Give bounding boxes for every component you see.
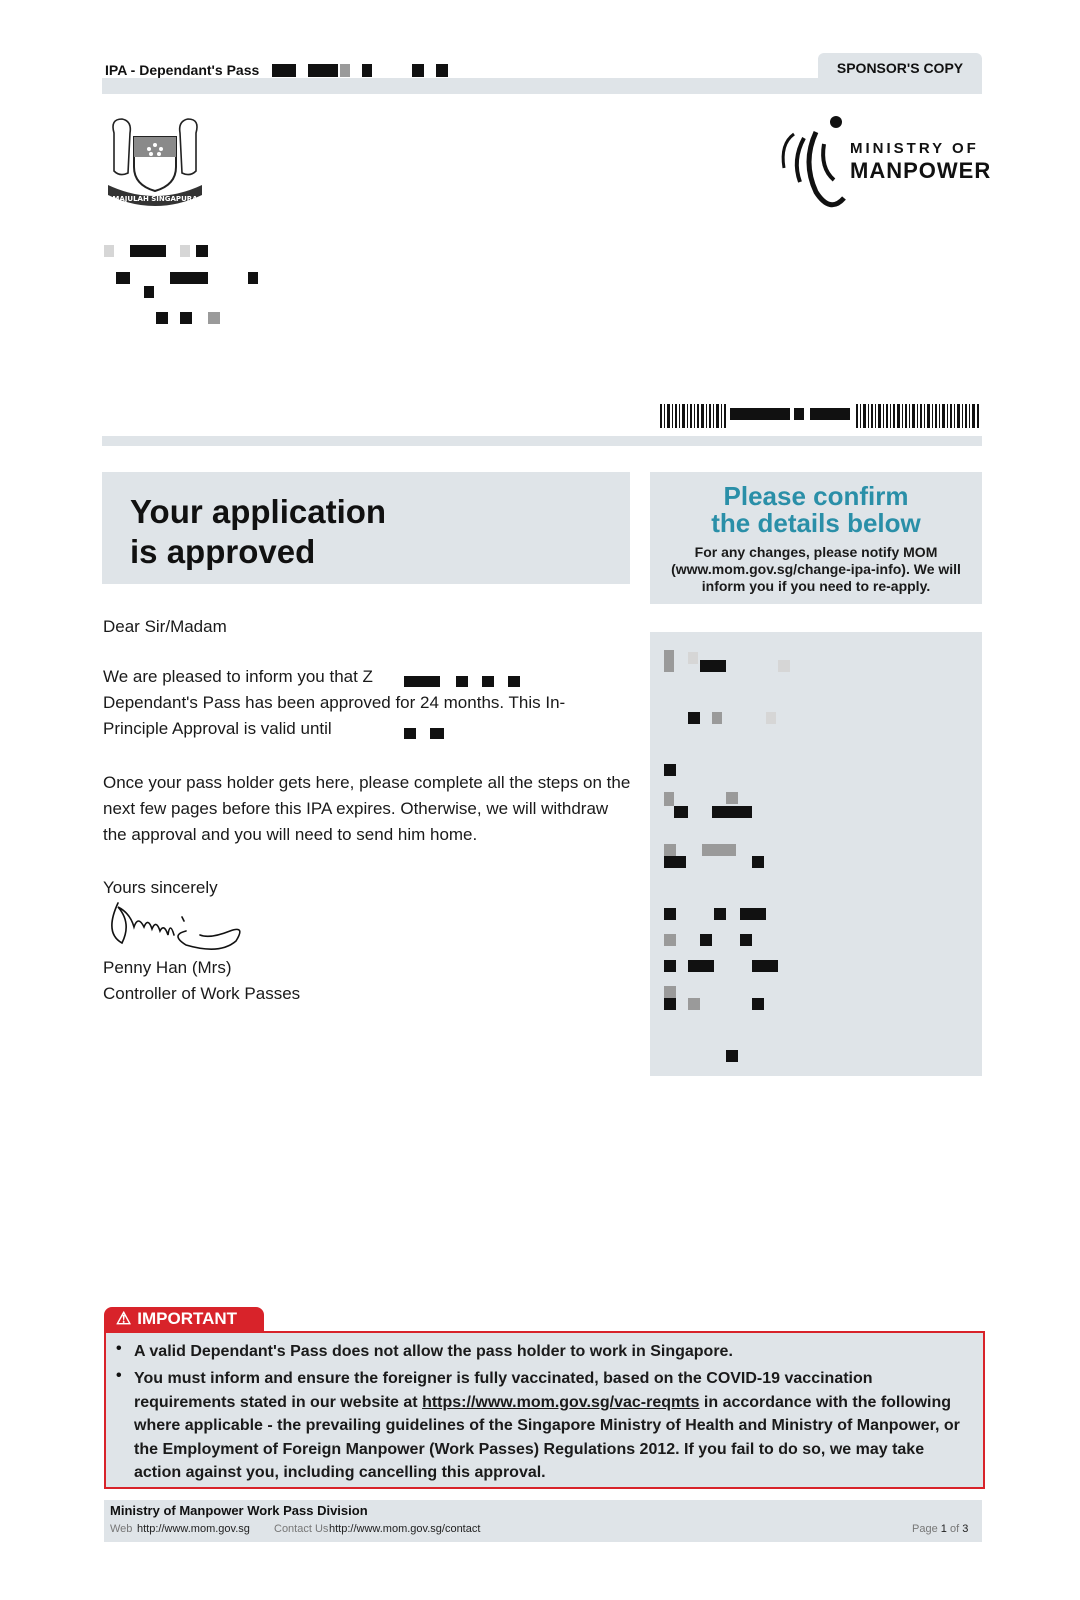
- redacted-text: [208, 312, 220, 324]
- redacted-text: [700, 934, 712, 946]
- redacted-text: [674, 806, 688, 818]
- redacted-text: [740, 934, 752, 946]
- footer-contact-link[interactable]: http://www.mom.gov.sg/contact: [329, 1523, 481, 1535]
- footer-web-label: Web: [110, 1523, 133, 1535]
- redacted-text: [412, 64, 424, 77]
- paragraph-approval: [103, 664, 603, 742]
- redacted-text: [712, 806, 752, 818]
- important-label: IMPORTANT: [137, 1309, 238, 1328]
- important-item-2-text: You must inform and ensure the foreigner is fully vaccinated, based on the COVID-19 vaccination requirements stated in our website at: [134, 1370, 873, 1411]
- redacted-text: [170, 272, 208, 284]
- bullet-icon: •: [116, 1340, 122, 1357]
- approval-heading-line2: is approved: [130, 533, 316, 570]
- redacted-text: [482, 676, 494, 687]
- redacted-text: [404, 728, 416, 739]
- redacted-text: [664, 908, 676, 920]
- redacted-text: [362, 64, 372, 77]
- redacted-text: [196, 245, 208, 257]
- redacted-text: [104, 245, 114, 257]
- singapore-crest-icon: [100, 115, 210, 215]
- vaccination-requirements-link[interactable]: https://www.mom.gov.sg/vac-reqmts: [422, 1393, 700, 1411]
- redacted-text: [456, 676, 468, 687]
- ministry-line2: MANPOWER: [850, 158, 992, 183]
- redacted-text: [700, 660, 726, 672]
- warning-icon: ⚠: [116, 1309, 132, 1328]
- redacted-text: [308, 64, 338, 77]
- redacted-text: [740, 908, 766, 920]
- approval-heading-line1: Your application: [130, 493, 387, 530]
- footer-contact-label: Contact Us: [274, 1523, 329, 1535]
- confirm-note: For any changes, please notify MOM (www.mom.gov.sg/change-ipa-info). We will inform you if you need to re-apply.: [671, 544, 961, 594]
- footer-web-link[interactable]: http://www.mom.gov.sg: [137, 1523, 250, 1535]
- paragraph-instructions: Once your pass holder gets here, please complete all the steps on the next few pages before this IPA expires. Otherwise, we will withdraw the approval and you will need to send him home.: [103, 773, 631, 844]
- bullet-icon: •: [116, 1367, 122, 1384]
- closing: Yours sincerely: [103, 878, 218, 897]
- signature: [104, 895, 254, 955]
- redacted-text: [714, 908, 726, 920]
- redacted-text: [664, 934, 676, 946]
- important-tab: [104, 1307, 264, 1331]
- important-item-1: A valid Dependant's Pass does not allow the pass holder to work in Singapore.: [134, 1343, 733, 1360]
- redacted-text: [688, 960, 714, 972]
- important-item-2: [134, 1367, 964, 1485]
- separator-band: [102, 436, 982, 446]
- redacted-text: [688, 712, 700, 724]
- salutation: Dear Sir/Madam: [103, 617, 227, 636]
- redacted-text: [508, 676, 520, 687]
- page-total: 3: [962, 1523, 969, 1535]
- redacted-text: [664, 650, 674, 672]
- redacted-text: [726, 1050, 738, 1062]
- redacted-text: [340, 64, 350, 77]
- redacted-text: [778, 660, 790, 672]
- redacted-text: [664, 986, 676, 998]
- page-of: of: [949, 1523, 960, 1535]
- redacted-text: [248, 272, 258, 284]
- redacted-text: [180, 245, 190, 257]
- signer-title: Controller of Work Passes: [103, 984, 301, 1003]
- sponsor-copy-tab: SPONSOR'S COPY: [818, 53, 982, 83]
- page-current: 1: [940, 1523, 947, 1535]
- redacted-text: [272, 64, 296, 77]
- redacted-text: [688, 652, 698, 664]
- redacted-text: [702, 844, 736, 856]
- document-type: IPA - Dependant's Pass: [105, 62, 260, 78]
- confirm-heading-line2: the details below: [711, 508, 921, 538]
- redacted-text: [752, 998, 764, 1010]
- page-indicator: [912, 1523, 968, 1535]
- redacted-text: [664, 792, 674, 806]
- paragraph-approval-part1: We are pleased to inform you that Z: [103, 667, 373, 686]
- important-item-2-text-end: in accordance with the following where applicable - the prevailing guidelines of the Singapore Ministry of Health and Ministry of Manpower, or the Employment of Foreign Manpower (Work Passes) Regulations 2012. If you fail to do so, we may take action against you, including cancelling this approval.: [134, 1393, 960, 1481]
- redacted-text: [116, 272, 130, 284]
- confirm-heading-line1: Please confirm: [723, 481, 909, 511]
- redacted-text: [688, 998, 700, 1010]
- confirm-heading: [650, 483, 982, 537]
- redacted-text: [712, 712, 722, 724]
- footer-title: Ministry of Manpower Work Pass Division: [110, 1503, 368, 1518]
- redacted-text: [766, 712, 776, 724]
- signer-name: Penny Han (Mrs): [103, 958, 232, 977]
- redacted-text: [404, 676, 440, 687]
- redacted-text: [664, 844, 676, 856]
- page-label: Page: [912, 1523, 938, 1535]
- redacted-text: [726, 792, 738, 804]
- redacted-text: [144, 286, 154, 298]
- redacted-text: [664, 960, 676, 972]
- paragraph-approval-part2: Dependant's Pass has been approved for 24 months. This In-Principle Approval is valid until: [103, 693, 566, 738]
- redacted-text: [180, 312, 192, 324]
- svg-text:MAJULAH SINGAPURA: MAJULAH SINGAPURA: [112, 195, 198, 203]
- redacted-text: [156, 312, 168, 324]
- redacted-text: [430, 728, 444, 739]
- redacted-text: [436, 64, 448, 77]
- redacted-text: [752, 856, 764, 868]
- barcode: [660, 404, 982, 428]
- redacted-text: [752, 960, 778, 972]
- redacted-text: [664, 856, 686, 868]
- redacted-text: [130, 245, 166, 257]
- redacted-text: [664, 764, 676, 776]
- redacted-text: [664, 998, 676, 1010]
- ministry-line1: MINISTRY OF: [850, 140, 979, 157]
- approval-heading: [130, 492, 550, 572]
